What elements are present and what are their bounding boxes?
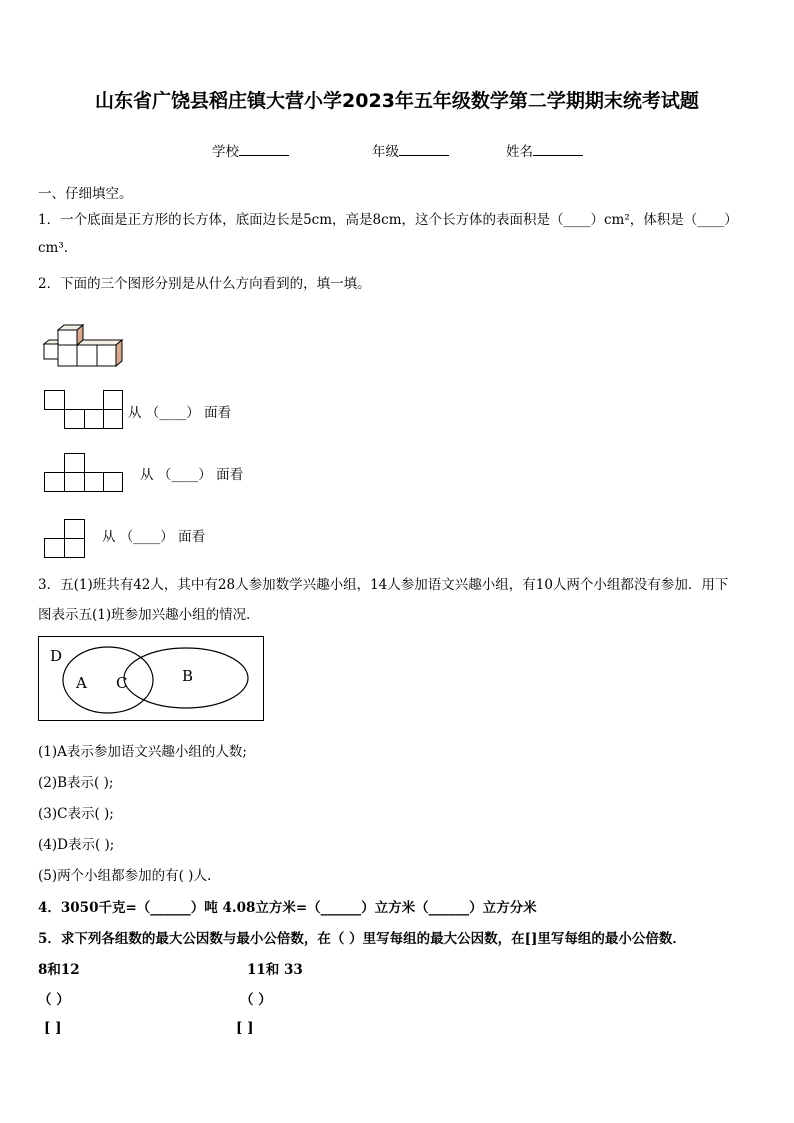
q5-gcd-blank-2[interactable]: （ ） [240,992,272,1008]
page-title: 山东省广饶县稻庄镇大营小学2023年五年级数学第二学期期末统考试题 [95,90,699,112]
venn-label-b: B [182,667,194,685]
view3-figure [44,519,86,559]
q5-lcm-blank-1[interactable]: [ ] [44,1020,62,1036]
grade-label: 年级 [372,144,399,160]
school-field[interactable] [212,140,289,160]
section-heading: 一、仔细填空。 [38,186,133,202]
view3-label: 从 （____） 面看 [102,529,206,545]
grade-blank[interactable] [399,142,449,156]
q3-sub2: (2)B表示( ); [38,775,114,791]
venn-label-a: A [76,674,87,692]
q5-lcm-blank-2[interactable]: [ ] [236,1020,254,1036]
name-blank[interactable] [533,142,583,156]
q3-line2: 图表示五(1)班参加兴趣小组的情况． [38,607,260,623]
grade-field[interactable] [372,140,449,160]
q3-sub1: (1)A表示参加语文兴趣小组的人数; [38,744,247,760]
q3-sub3: (3)C表示( ); [38,806,114,822]
q5-gcd-blank-1[interactable]: （ ） [38,992,70,1008]
q4-text: 4．3050千克=（______）吨 4.08立方米=（______）立方米（______）立方分米 [38,900,537,916]
q5-text: 5．求下列各组数的最大公因数与最小公倍数，在（ ）里写每组的最大公因数，在[]里写每组的最小公倍数． [38,931,686,947]
venn-label-c: C [116,674,128,692]
q1-line2: cm³. [38,240,69,256]
q3-sub4: (4)D表示( ); [38,837,115,853]
q5-pair1: 8和12 [38,962,80,978]
view1-figure [44,390,124,430]
q5-pair2: 11和 33 [247,962,303,978]
q3-line1: 3．五(1)班共有42人，其中有28人参加数学兴趣小组，14人参加语文兴趣小组，有10人两个小组都没有参加．用下 [38,577,729,593]
view2-label: 从 （____） 面看 [140,467,244,483]
q2-text: 2．下面的三个图形分别是从什么方向看到的，填一填。 [38,276,371,292]
view1-label: 从 （____） 面看 [128,405,232,421]
name-label: 姓名 [506,144,533,160]
school-label: 学校 [212,144,239,160]
q3-sub5: (5)两个小组都参加的有( )人. [38,868,212,884]
venn-label-d: D [50,647,63,665]
name-field[interactable] [506,140,583,160]
q1-line1: 1．一个底面是正方形的长方体，底面边长是5cm，高是8cm，这个长方体的表面积是（____）cm²，体积是（____） [38,212,738,228]
school-blank[interactable] [239,142,289,156]
view2-figure [44,453,124,493]
cube-figure [42,322,126,370]
venn-diagram [38,636,266,722]
